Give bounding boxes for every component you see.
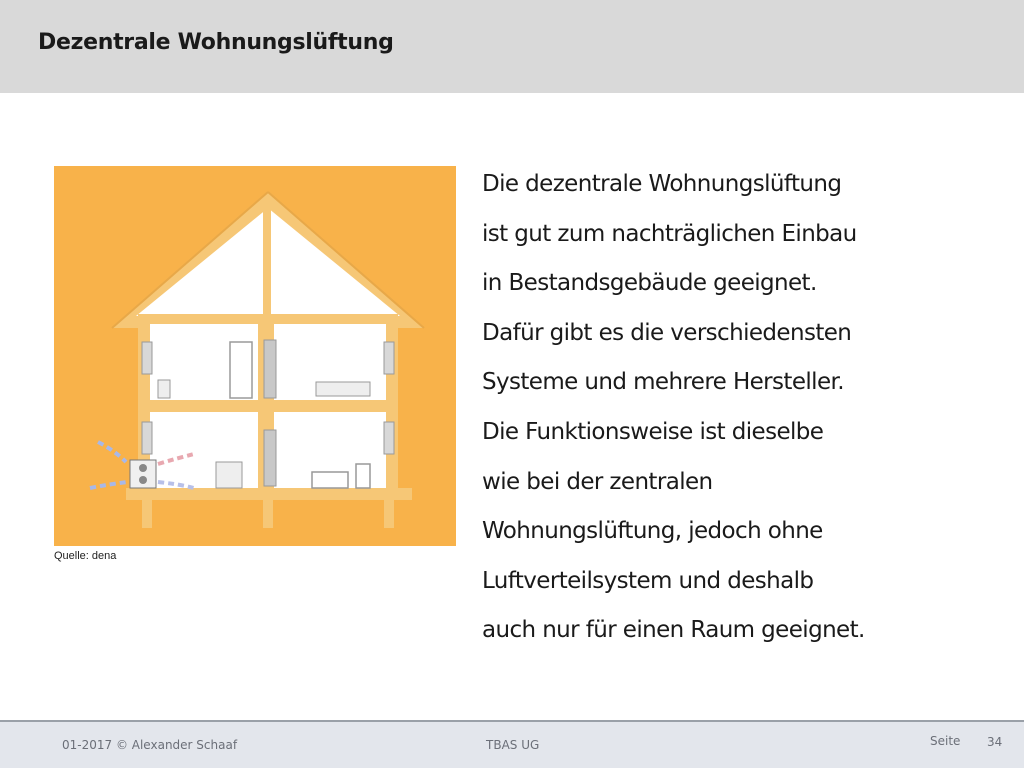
- body-line: Systeme und mehrere Hersteller.: [482, 369, 844, 396]
- footer-page-label: Seite: [930, 734, 961, 748]
- body-line: Dafür gibt es die verschiedensten: [482, 319, 852, 346]
- body-line: wie bei der zentralen: [482, 468, 713, 495]
- footer-page-number: 34: [987, 735, 1003, 749]
- body-line: auch nur für einen Raum geeignet.: [482, 617, 865, 644]
- body-line: Luftverteilsystem und deshalb: [482, 567, 814, 594]
- body-line: Wohnungslüftung, jedoch ohne: [482, 518, 823, 545]
- slide-header: [0, 0, 1024, 93]
- body-line: in Bestandsgebäude geeignet.: [482, 270, 817, 297]
- slide-footer: [0, 720, 1024, 768]
- image-caption: Quelle: dena: [54, 550, 117, 562]
- footer-company: TBAS UG: [486, 738, 540, 752]
- body-line: Die dezentrale Wohnungslüftung: [482, 171, 842, 197]
- body-line: Die Funktionsweise ist dieselbe: [482, 418, 824, 445]
- slide-title: Dezentrale Wohnungslüftung: [38, 30, 394, 55]
- house-ventilation-illustration: [54, 166, 456, 546]
- slide-body-text: [482, 160, 1002, 656]
- body-line: ist gut zum nachträglichen Einbau: [482, 220, 857, 247]
- footer-copyright: 01-2017 © Alexander Schaaf: [62, 738, 238, 752]
